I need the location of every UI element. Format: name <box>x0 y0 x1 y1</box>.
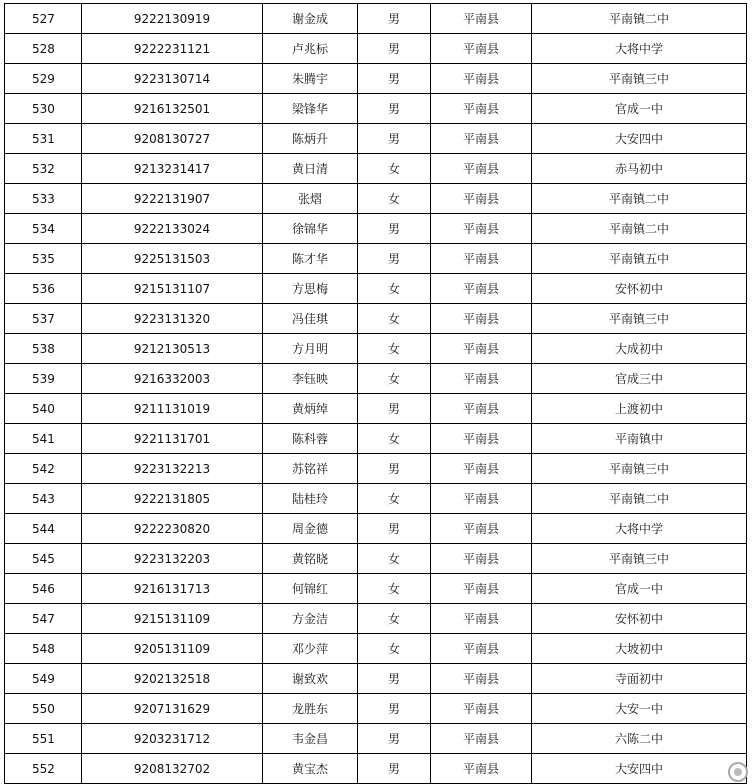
cell-school: 六陈二中 <box>532 724 747 754</box>
cell-name: 朱腾宇 <box>263 64 358 94</box>
cell-school: 安怀初中 <box>532 604 747 634</box>
cell-name: 梁锋华 <box>263 94 358 124</box>
cell-gender: 男 <box>358 94 431 124</box>
cell-school: 上渡初中 <box>532 394 747 424</box>
cell-gender: 男 <box>358 4 431 34</box>
cell-gender: 女 <box>358 154 431 184</box>
cell-number: 550 <box>5 694 82 724</box>
cell-name: 冯佳琪 <box>263 304 358 334</box>
student-table <box>4 3 747 784</box>
table-row <box>5 394 747 424</box>
cell-id: 9211131019 <box>82 394 263 424</box>
table-row <box>5 4 747 34</box>
cell-gender: 男 <box>358 694 431 724</box>
cell-county: 平南县 <box>431 244 532 274</box>
table-row <box>5 334 747 364</box>
cell-name: 方金洁 <box>263 604 358 634</box>
cell-name: 谢金成 <box>263 4 358 34</box>
cell-school: 平南镇二中 <box>532 214 747 244</box>
cell-number: 543 <box>5 484 82 514</box>
cell-name: 徐锦华 <box>263 214 358 244</box>
cell-name: 李钰映 <box>263 364 358 394</box>
cell-school: 安怀初中 <box>532 274 747 304</box>
table-row <box>5 274 747 304</box>
cell-id: 9222131907 <box>82 184 263 214</box>
cell-number: 527 <box>5 4 82 34</box>
cell-name: 黄日清 <box>263 154 358 184</box>
cell-county: 平南县 <box>431 364 532 394</box>
cell-id: 9213231417 <box>82 154 263 184</box>
cell-name: 方思梅 <box>263 274 358 304</box>
cell-school: 平南镇二中 <box>532 184 747 214</box>
cell-id: 9208132702 <box>82 754 263 784</box>
cell-school: 平南镇三中 <box>532 454 747 484</box>
cell-id: 9223130714 <box>82 64 263 94</box>
cell-school: 大成初中 <box>532 334 747 364</box>
cell-number: 531 <box>5 124 82 154</box>
cell-gender: 男 <box>358 514 431 544</box>
cell-id: 9222231121 <box>82 34 263 64</box>
cell-gender: 男 <box>358 454 431 484</box>
cell-school: 寺面初中 <box>532 664 747 694</box>
cell-gender: 男 <box>358 64 431 94</box>
cell-county: 平南县 <box>431 394 532 424</box>
cell-county: 平南县 <box>431 304 532 334</box>
cell-gender: 女 <box>358 544 431 574</box>
cell-name: 周金德 <box>263 514 358 544</box>
table-row <box>5 124 747 154</box>
cell-gender: 女 <box>358 334 431 364</box>
cell-number: 549 <box>5 664 82 694</box>
cell-name: 方月明 <box>263 334 358 364</box>
cell-school: 大安四中 <box>532 124 747 154</box>
cell-county: 平南县 <box>431 34 532 64</box>
cell-school: 大安四中 <box>532 754 747 784</box>
cell-number: 538 <box>5 334 82 364</box>
table-row <box>5 154 747 184</box>
cell-gender: 女 <box>358 304 431 334</box>
cell-school: 平南镇三中 <box>532 544 747 574</box>
cell-number: 546 <box>5 574 82 604</box>
table-row <box>5 424 747 454</box>
cell-name: 黄宝杰 <box>263 754 358 784</box>
cell-county: 平南县 <box>431 184 532 214</box>
cell-id: 9225131503 <box>82 244 263 274</box>
cell-id: 9208130727 <box>82 124 263 154</box>
cell-gender: 女 <box>358 484 431 514</box>
cell-gender: 男 <box>358 244 431 274</box>
cell-name: 何锦红 <box>263 574 358 604</box>
cell-school: 大将中学 <box>532 34 747 64</box>
cell-number: 529 <box>5 64 82 94</box>
cell-number: 535 <box>5 244 82 274</box>
table-row <box>5 64 747 94</box>
table-row <box>5 244 747 274</box>
cell-number: 548 <box>5 634 82 664</box>
table-row <box>5 634 747 664</box>
cell-id: 9215131109 <box>82 604 263 634</box>
cell-gender: 男 <box>358 724 431 754</box>
cell-number: 544 <box>5 514 82 544</box>
cell-gender: 女 <box>358 274 431 304</box>
cell-number: 532 <box>5 154 82 184</box>
cell-id: 9223132213 <box>82 454 263 484</box>
cell-county: 平南县 <box>431 694 532 724</box>
cell-id: 9223132203 <box>82 544 263 574</box>
cell-school: 官成一中 <box>532 574 747 604</box>
cell-gender: 女 <box>358 184 431 214</box>
cell-id: 9222133024 <box>82 214 263 244</box>
cell-number: 539 <box>5 364 82 394</box>
table-row <box>5 544 747 574</box>
cell-id: 9222130919 <box>82 4 263 34</box>
watermark <box>728 762 748 782</box>
table-row <box>5 724 747 754</box>
cell-county: 平南县 <box>431 424 532 454</box>
table-row <box>5 664 747 694</box>
cell-school: 平南镇二中 <box>532 4 747 34</box>
table-row <box>5 574 747 604</box>
cell-id: 9222230820 <box>82 514 263 544</box>
table-row <box>5 754 747 784</box>
cell-county: 平南县 <box>431 124 532 154</box>
cell-county: 平南县 <box>431 724 532 754</box>
cell-id: 9223131320 <box>82 304 263 334</box>
table-row <box>5 694 747 724</box>
cell-id: 9207131629 <box>82 694 263 724</box>
cell-id: 9212130513 <box>82 334 263 364</box>
cell-county: 平南县 <box>431 334 532 364</box>
cell-number: 545 <box>5 544 82 574</box>
cell-number: 533 <box>5 184 82 214</box>
cell-gender: 女 <box>358 604 431 634</box>
cell-gender: 男 <box>358 214 431 244</box>
cell-number: 541 <box>5 424 82 454</box>
cell-id: 9222131805 <box>82 484 263 514</box>
cell-name: 韦金昌 <box>263 724 358 754</box>
cell-county: 平南县 <box>431 664 532 694</box>
table-row <box>5 454 747 484</box>
cell-county: 平南县 <box>431 94 532 124</box>
cell-school: 大将中学 <box>532 514 747 544</box>
cell-name: 张熠 <box>263 184 358 214</box>
cell-gender: 男 <box>358 394 431 424</box>
cell-gender: 男 <box>358 34 431 64</box>
cell-county: 平南县 <box>431 544 532 574</box>
cell-school: 官成一中 <box>532 94 747 124</box>
cell-county: 平南县 <box>431 754 532 784</box>
cell-id: 9203231712 <box>82 724 263 754</box>
cell-name: 谢致欢 <box>263 664 358 694</box>
cell-gender: 女 <box>358 364 431 394</box>
cell-school: 大坡初中 <box>532 634 747 664</box>
table-row <box>5 514 747 544</box>
cell-number: 551 <box>5 724 82 754</box>
cell-name: 邓少萍 <box>263 634 358 664</box>
cell-county: 平南县 <box>431 634 532 664</box>
cell-county: 平南县 <box>431 64 532 94</box>
cell-county: 平南县 <box>431 514 532 544</box>
cell-number: 540 <box>5 394 82 424</box>
cell-school: 平南镇三中 <box>532 304 747 334</box>
table-row <box>5 364 747 394</box>
cell-county: 平南县 <box>431 574 532 604</box>
table-row <box>5 484 747 514</box>
cell-name: 黄铭晓 <box>263 544 358 574</box>
cell-number: 528 <box>5 34 82 64</box>
cell-number: 530 <box>5 94 82 124</box>
table-row <box>5 34 747 64</box>
cell-id: 9216132501 <box>82 94 263 124</box>
cell-number: 537 <box>5 304 82 334</box>
cell-gender: 男 <box>358 754 431 784</box>
cell-county: 平南县 <box>431 604 532 634</box>
cell-name: 卢兆标 <box>263 34 358 64</box>
cell-id: 9216332003 <box>82 364 263 394</box>
cell-school: 平南镇五中 <box>532 244 747 274</box>
table-body <box>5 4 747 784</box>
cell-gender: 男 <box>358 664 431 694</box>
cell-school: 平南镇二中 <box>532 484 747 514</box>
cell-name: 陈科蓉 <box>263 424 358 454</box>
cell-number: 534 <box>5 214 82 244</box>
table-row <box>5 214 747 244</box>
cell-number: 536 <box>5 274 82 304</box>
cell-gender: 女 <box>358 424 431 454</box>
cell-name: 龙胜东 <box>263 694 358 724</box>
cell-gender: 女 <box>358 634 431 664</box>
cell-id: 9202132518 <box>82 664 263 694</box>
cell-county: 平南县 <box>431 274 532 304</box>
cell-id: 9216131713 <box>82 574 263 604</box>
cell-county: 平南县 <box>431 4 532 34</box>
cell-school: 官成三中 <box>532 364 747 394</box>
cell-gender: 男 <box>358 124 431 154</box>
cell-id: 9205131109 <box>82 634 263 664</box>
table-row <box>5 94 747 124</box>
cell-name: 陈炳升 <box>263 124 358 154</box>
cell-county: 平南县 <box>431 154 532 184</box>
table-row <box>5 304 747 334</box>
cell-school: 赤马初中 <box>532 154 747 184</box>
cell-number: 542 <box>5 454 82 484</box>
cell-county: 平南县 <box>431 484 532 514</box>
table-row <box>5 604 747 634</box>
cell-id: 9215131107 <box>82 274 263 304</box>
cell-school: 平南镇三中 <box>532 64 747 94</box>
table-row <box>5 184 747 214</box>
watermark-logo-icon <box>728 762 748 782</box>
cell-number: 552 <box>5 754 82 784</box>
cell-county: 平南县 <box>431 454 532 484</box>
cell-name: 陈才华 <box>263 244 358 274</box>
cell-id: 9221131701 <box>82 424 263 454</box>
cell-name: 苏铭祥 <box>263 454 358 484</box>
cell-school: 大安一中 <box>532 694 747 724</box>
cell-name: 黄炳绰 <box>263 394 358 424</box>
cell-number: 547 <box>5 604 82 634</box>
cell-school: 平南镇中 <box>532 424 747 454</box>
cell-county: 平南县 <box>431 214 532 244</box>
cell-name: 陆桂玲 <box>263 484 358 514</box>
cell-gender: 女 <box>358 574 431 604</box>
